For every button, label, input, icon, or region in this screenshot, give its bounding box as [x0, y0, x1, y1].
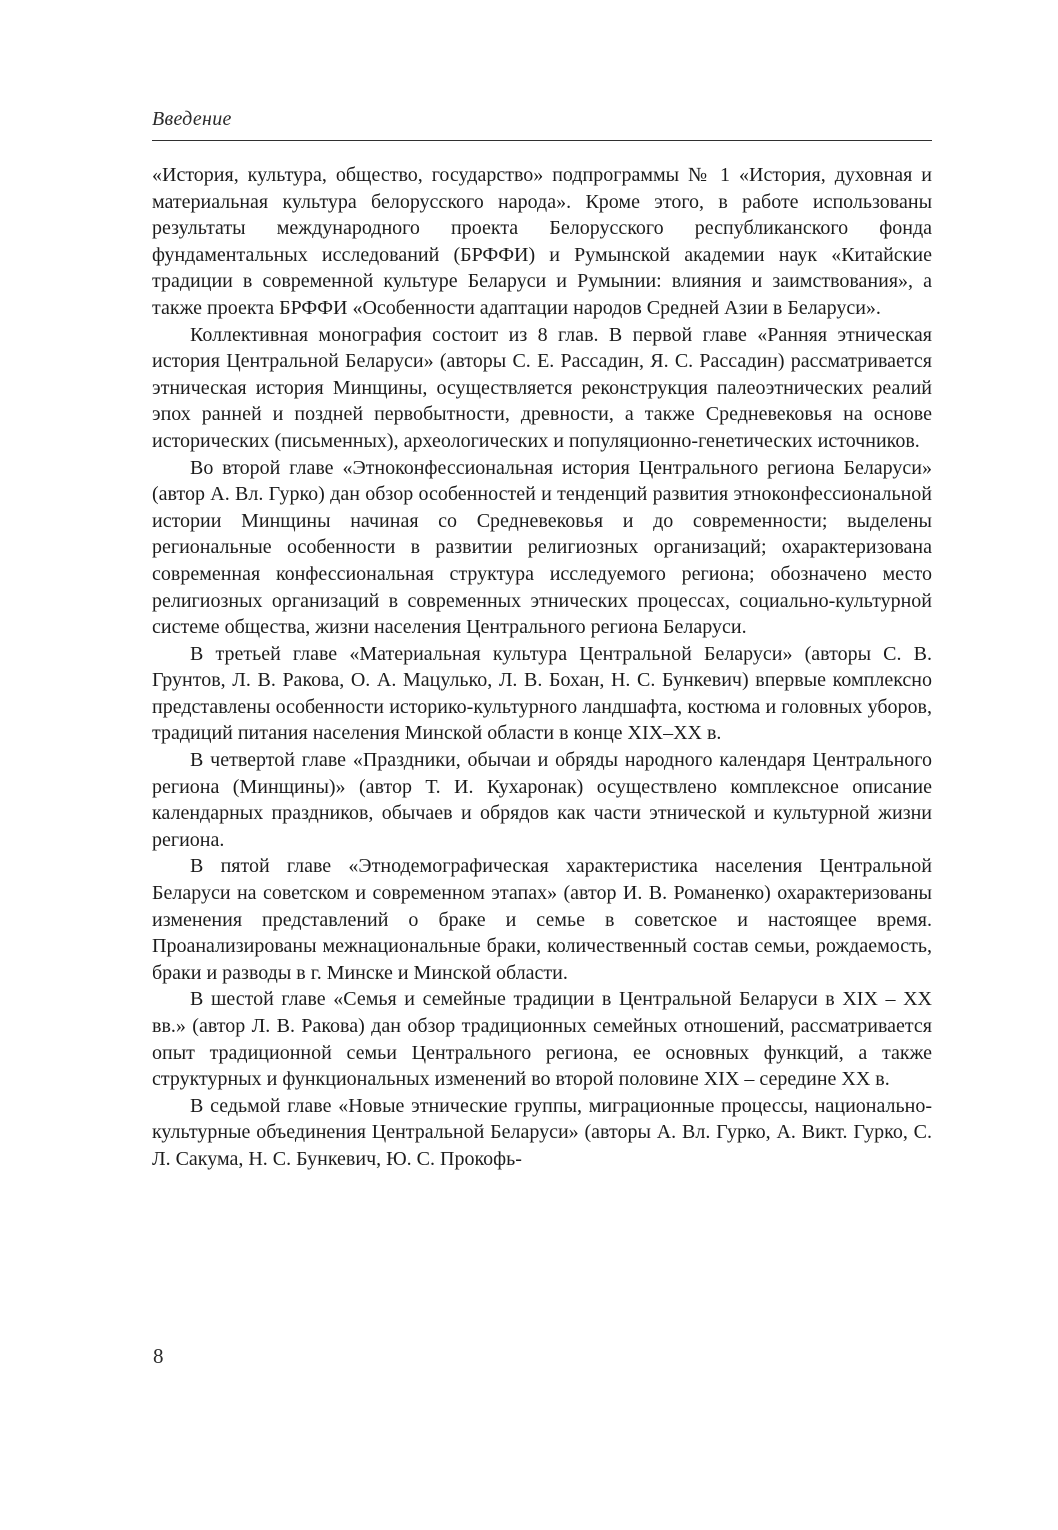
paragraph: «История, культура, общество, государство» подпрограммы № 1 «История, духовная и материальная культура белорусского народа». Кроме этого, в работе использованы результаты международного проекта Белорусского республиканского фонда фундаментальных исследований (БРФФИ) и Румынской академии наук «Китайские традиции в современной культуре Беларуси и Румынии: влияния и заимствования», а также проекта БРФФИ «Особенности адаптации народов Средней Азии в Беларуси».	[152, 164, 932, 319]
paragraph: В седьмой главе «Новые этнические группы, миграционные процессы, национально-культурные объединения Центральной Беларуси» (авторы А. Вл. Гурко, А. Викт. Гурко, С. Л. Сакума, Н. С. Бункевич, Ю. С. Прокофь-	[152, 1094, 932, 1170]
paragraph: В шестой главе «Семья и семейные традиции в Центральной Беларуси в XIX – XX вв.» (автор Л. В. Ракова) дан обзор традиционных семейных отношений, рассматривается опыт традиционной семьи Центрального региона, ее основных функций, а также структурных и функциональных изменений во второй половине XIX – середине XX в.	[152, 988, 932, 1091]
paragraph: Коллективная монография состоит из 8 глав. В первой главе «Ранняя этническая история Центральной Беларуси» (авторы С. Е. Рассадин, Я. С. Рассадин) рассматривается этническая история Минщины, осуществляется реконструкция палеоэтнических реалий эпох ранней и поздней первобытности, древности, а также Средневековья на основе исторических (письменных), археологических и популяционно-генетических источников.	[152, 323, 932, 452]
body-text	[152, 162, 932, 1173]
header-rule	[152, 140, 932, 141]
running-header: Введение	[152, 108, 232, 130]
paragraph: В пятой главе «Этнодемографическая характеристика населения Центральной Беларуси на советском и современном этапах» (автор И. В. Романенко) охарактеризованы изменения представлений о браке и семье в советское и настоящее время. Проанализированы межнациональные браки, количественный состав семьи, рождаемость, браки и разводы в г. Минске и Минской области.	[152, 855, 932, 984]
paragraph: В четвертой главе «Праздники, обычаи и обряды народного календаря Центрального региона (Минщины)» (автор Т. И. Кухаронак) осуществлено комплексное описание календарных праздников, обычаев и обрядов как части этнической и культурной жизни региона.	[152, 749, 932, 851]
paragraph: Во второй главе «Этноконфессиональная история Центрального региона Беларуси» (автор А. Вл. Гурко) дан обзор особенностей и тенденций развития этноконфессиональной истории Минщины начиная со Средневековья и до современности; выделены региональные особенности в развитии религиозных организаций; охарактеризована современная конфессиональная структура исследуемого региона; обозначено место религиозных организаций в современных этнических процессах, социально-культурной системе общества, жизни населения Центрального региона Беларуси.	[152, 456, 932, 639]
page-number: 8	[153, 1344, 164, 1368]
paragraph: В третьей главе «Материальная культура Центральной Беларуси» (авторы С. В. Грунтов, Л. В. Ракова, О. А. Мацулько, Л. В. Бохан, Н. С. Бункевич) впервые комплексно представлены особенности историко-культурного ландшафта, костюма и головных уборов, традиций питания населения Минской области в конце XIX–XX в.	[152, 642, 932, 745]
